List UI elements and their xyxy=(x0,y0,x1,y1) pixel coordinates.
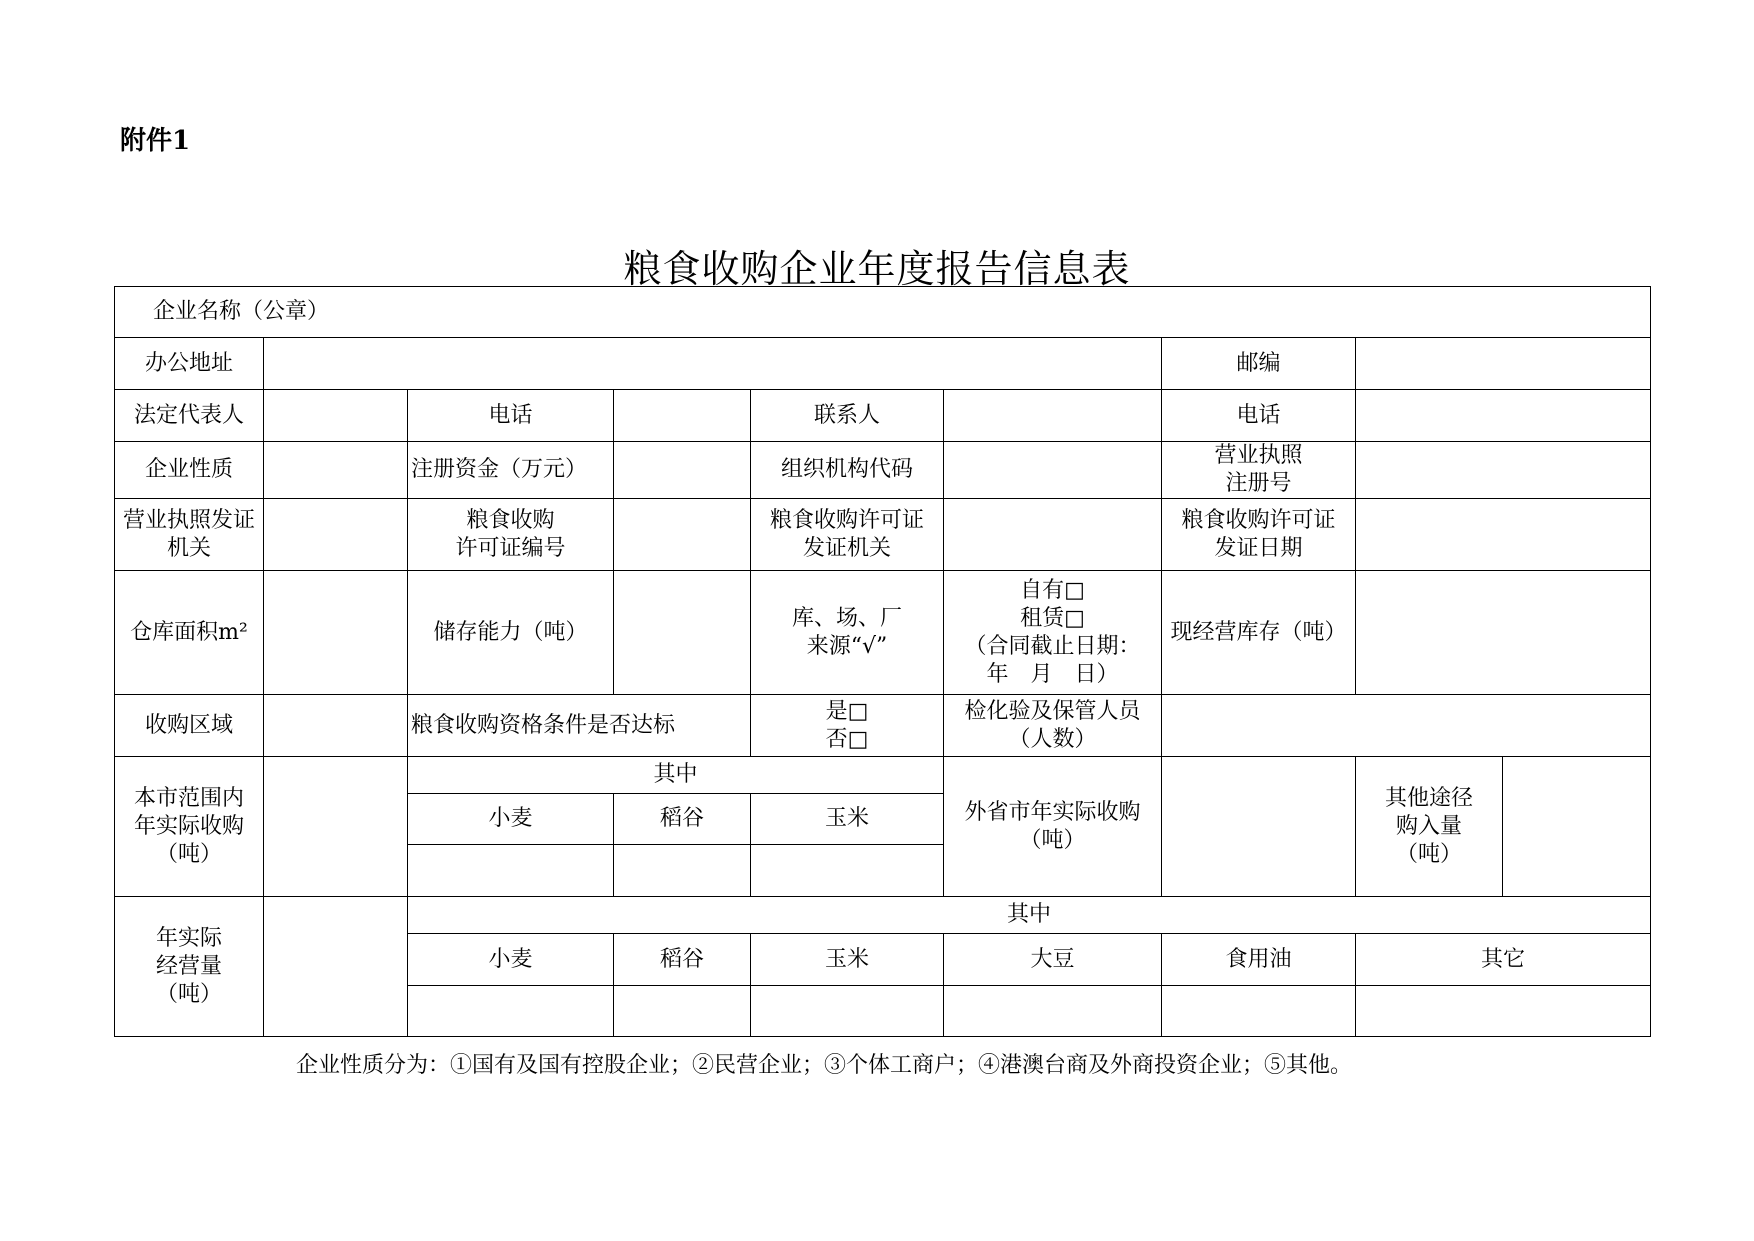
phone2-field[interactable] xyxy=(1356,390,1651,442)
other-province-label: 外省市年实际收购 （吨） xyxy=(944,757,1162,897)
other-way-label: 其他途径 购入量 （吨） xyxy=(1356,757,1503,897)
other-way-field[interactable] xyxy=(1503,757,1651,897)
contact-field[interactable] xyxy=(944,390,1162,442)
no-checkbox[interactable]: 否□ xyxy=(825,726,869,752)
legal-rep-label: 法定代表人 xyxy=(115,390,264,442)
qualify-options[interactable] xyxy=(751,695,944,757)
local-purchase-label: 本市范围内 年实际收购 （吨） xyxy=(115,757,264,897)
permit-date-label: 粮食收购许可证 发证日期 xyxy=(1162,499,1356,571)
contact-label: 联系人 xyxy=(751,390,944,442)
permit-no-label: 粮食收购 许可证编号 xyxy=(408,499,614,571)
local-corn-field[interactable] xyxy=(751,845,944,897)
source-label: 库、场、厂 来源“√” xyxy=(751,571,944,695)
annual-corn-field[interactable] xyxy=(751,986,944,1037)
postcode-field[interactable] xyxy=(1356,338,1651,390)
capital-field[interactable] xyxy=(614,442,751,499)
source-options[interactable]: 自有□ 租赁□ （合同截止日期： 年 月 日） xyxy=(944,571,1162,695)
own-checkbox[interactable]: 自有□ xyxy=(1020,577,1085,603)
permit-issuer-field[interactable] xyxy=(944,499,1162,571)
local-wheat-field[interactable] xyxy=(408,845,614,897)
local-rice-field[interactable] xyxy=(614,845,751,897)
annual-operation-field[interactable] xyxy=(264,897,408,1037)
capital-label: 注册资金（万元） xyxy=(408,442,614,499)
office-address-field[interactable] xyxy=(264,338,1162,390)
stock-label: 现经营库存（吨） xyxy=(1162,571,1356,695)
annual-wheat-label: 小麦 xyxy=(408,934,614,986)
warehouse-area-field[interactable] xyxy=(264,571,408,695)
annual-other-label: 其它 xyxy=(1356,934,1651,986)
region-label: 收购区域 xyxy=(115,695,264,757)
permit-no-field[interactable] xyxy=(614,499,751,571)
license-issuer-field[interactable] xyxy=(264,499,408,571)
qualify-label: 粮食收购资格条件是否达标 xyxy=(408,695,751,757)
report-form-table xyxy=(114,286,1651,1037)
attachment-label: 附件1 xyxy=(120,126,191,156)
office-address-label: 办公地址 xyxy=(115,338,264,390)
form-title: 粮食收购企业年度报告信息表 xyxy=(623,247,1131,291)
local-purchase-field[interactable] xyxy=(264,757,408,897)
annual-rice-field[interactable] xyxy=(614,986,751,1037)
annual-other-field[interactable] xyxy=(1356,986,1651,1037)
annual-soy-label: 大豆 xyxy=(944,934,1162,986)
annual-oil-field[interactable] xyxy=(1162,986,1356,1037)
local-rice-label: 稻谷 xyxy=(614,794,751,845)
footer-note: 企业性质分为：①国有及国有控股企业；②民营企业；③个体工商户；④港澳台商及外商投资企业；⑤其他。 xyxy=(296,1053,1353,1078)
staff-field[interactable] xyxy=(1162,695,1651,757)
local-wheat-label: 小麦 xyxy=(408,794,614,845)
nature-field[interactable] xyxy=(264,442,408,499)
legal-rep-field[interactable] xyxy=(264,390,408,442)
annual-wheat-field[interactable] xyxy=(408,986,614,1037)
license-no-field[interactable] xyxy=(1356,442,1651,499)
org-code-field[interactable] xyxy=(944,442,1162,499)
company-name-label[interactable]: 企业名称（公章） xyxy=(115,287,1651,338)
other-province-field[interactable] xyxy=(1162,757,1356,897)
storage-field[interactable] xyxy=(614,571,751,695)
phone-field[interactable] xyxy=(614,390,751,442)
phone2-label: 电话 xyxy=(1162,390,1356,442)
staff-label: 检化验及保管人员 （人数） xyxy=(944,695,1162,757)
storage-label: 储存能力（吨） xyxy=(408,571,614,695)
permit-issuer-label: 粮食收购许可证 发证机关 xyxy=(751,499,944,571)
annual-oil-label: 食用油 xyxy=(1162,934,1356,986)
local-corn-label: 玉米 xyxy=(751,794,944,845)
warehouse-area-label: 仓库面积m² xyxy=(115,571,264,695)
annual-operation-label: 年实际 经营量 （吨） xyxy=(115,897,264,1037)
lease-checkbox[interactable]: 租赁□ xyxy=(1020,605,1085,631)
yes-checkbox[interactable]: 是□ xyxy=(825,698,869,724)
annual-corn-label: 玉米 xyxy=(751,934,944,986)
permit-date-field[interactable] xyxy=(1356,499,1651,571)
phone-label: 电话 xyxy=(408,390,614,442)
annual-soy-field[interactable] xyxy=(944,986,1162,1037)
org-code-label: 组织机构代码 xyxy=(751,442,944,499)
annual-rice-label: 稻谷 xyxy=(614,934,751,986)
region-field[interactable] xyxy=(264,695,408,757)
local-of-which-label: 其中 xyxy=(408,757,944,794)
nature-label: 企业性质 xyxy=(115,442,264,499)
license-issuer-label: 营业执照发证 机关 xyxy=(115,499,264,571)
license-no-label: 营业执照 注册号 xyxy=(1162,442,1356,499)
postcode-label: 邮编 xyxy=(1162,338,1356,390)
annual-of-which-label: 其中 xyxy=(408,897,1651,934)
stock-field[interactable] xyxy=(1356,571,1651,695)
